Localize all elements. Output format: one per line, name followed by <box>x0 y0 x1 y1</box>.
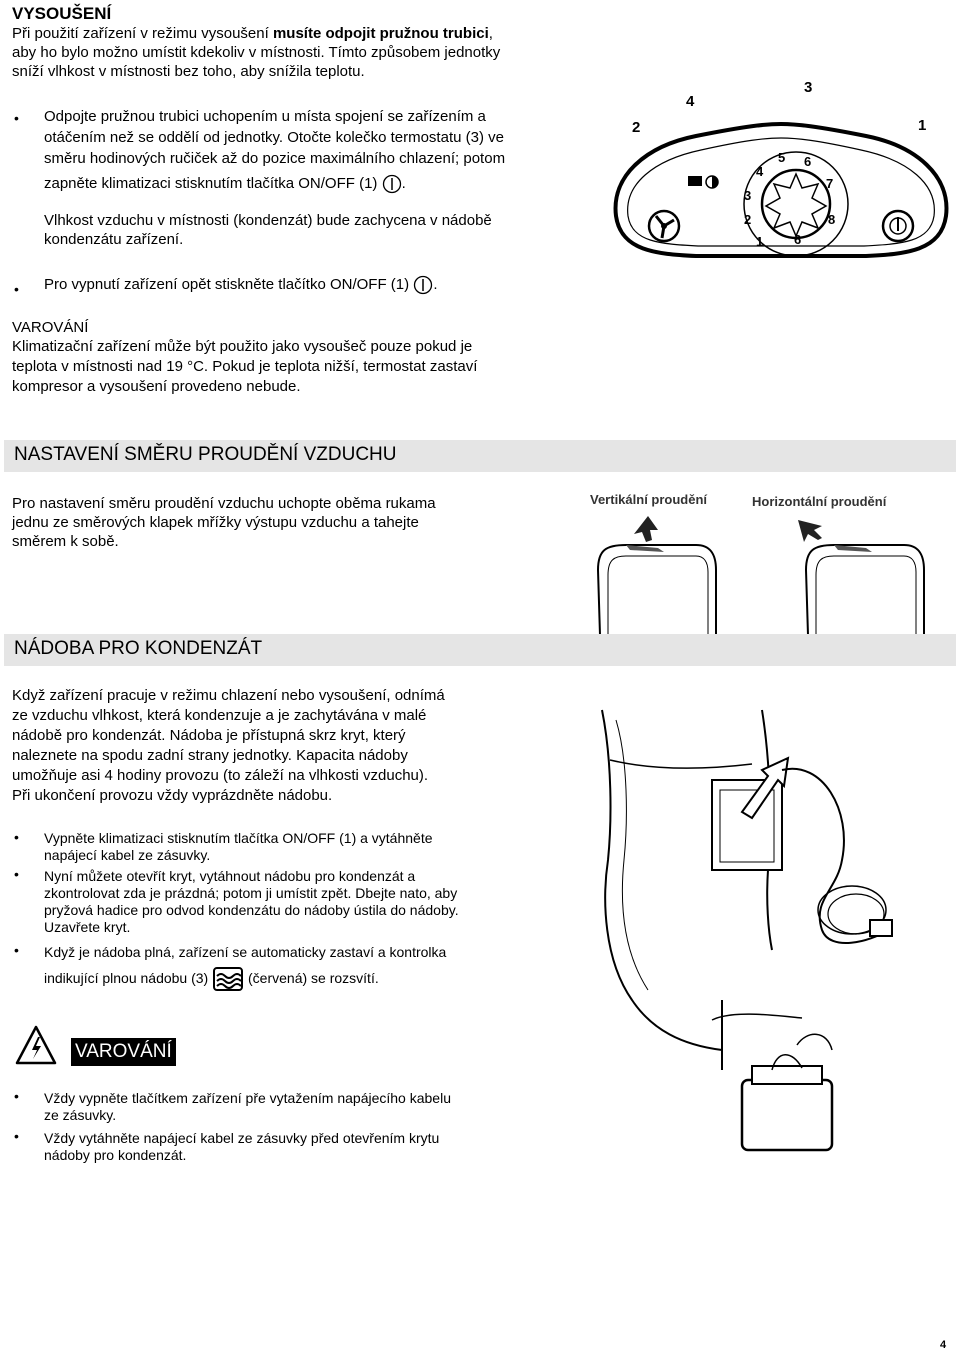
bullet-6: • <box>14 1088 19 1104</box>
section-bar-tank <box>4 634 956 666</box>
dial-number: 2 <box>744 212 752 227</box>
control-panel-figure <box>606 76 956 266</box>
airflow-text: Pro nastavení směru proudění vzduchu uchopte oběma rukama jednu ze směrových klapek mřížky výstupu vzduchu a tahejte směrem k sobě. <box>12 495 436 550</box>
dial-number: 6 <box>794 232 802 247</box>
tank-full-icon <box>212 966 244 992</box>
drying-bullet-1: Odpojte pružnou trubici uchopením u místa spojení se zařízením a otáčením než se oddělí od jednotky. Otočte kolečko termostatu (3) ve směru hodinových ručiček až do pozice maximálního chlazení; potom zapněte klimatizaci stisknutím tlačítka ON/OFF (1) . Vlhkost vzduchu v místnosti (kondenzát) bude zachycena v nádobě kondenzátu zařízení. <box>44 108 506 248</box>
bullet-1: • <box>14 110 19 126</box>
heading-tank: NÁDOBA PRO KONDENZÁT <box>14 638 263 659</box>
label-1: 1 <box>918 117 927 134</box>
bullet-2: • <box>14 281 19 297</box>
bullet-4: • <box>14 866 19 882</box>
section-bar-airflow <box>4 440 956 472</box>
heading-airflow: NASTAVENÍ SMĚRU PROUDĚNÍ VZDUCHU <box>14 444 397 465</box>
dial-number: 3 <box>744 188 752 203</box>
bullet-3: • <box>14 829 19 845</box>
warning-heading: VAROVÁNÍ <box>12 319 89 336</box>
bullet-5: • <box>14 942 19 958</box>
power-icon <box>382 174 402 194</box>
dial-number: 1 <box>756 234 764 249</box>
drying-bullet-2: Pro vypnutí zařízení opět stiskněte tlačítko ON/OFF (1) . <box>44 274 564 296</box>
page-number: 4 <box>940 1339 947 1351</box>
tank-text: Když zařízení pracuje v režimu chlazení nebo vysoušení, odnímá ze vzduchu vlhkost, která kondenzuje a je zachytávána v malé nádobě pro kondenzát. Nádoba je přístupná skrz kryt, který naleznete na spodu zadní strany jednotky. Kapacita nádoby umožňuje asi 4 hodiny provozu (to záleží na vlhkosti vzduchu). Při ukončení provozu vždy vyprázdněte nádobu. <box>12 687 445 804</box>
dial-number: 4 <box>756 164 764 179</box>
tank-bullet-3: Když je nádoba plná, zařízení se automaticky zastaví a kontrolka indikující plnou nádobu (3) (červená) se rozsvítí. <box>44 944 522 992</box>
bullet-7: • <box>14 1128 19 1144</box>
label-vertical-flow: Vertikální proudění <box>590 492 708 507</box>
airflow-figure <box>586 490 956 635</box>
tank-figure <box>592 700 910 1170</box>
dial-number: 5 <box>778 150 786 165</box>
warning-bullet-1: Vždy vypněte tlačítkem zařízení pře vytažením napájecího kabelu ze zásuvky. <box>44 1090 451 1123</box>
label-4: 4 <box>686 93 695 110</box>
dial-number: 8 <box>828 212 836 227</box>
tank-bullet-2: Nyní můžete otevřít kryt, vytáhnout nádobu pro kondenzát a zkontrolovat zda je prázdná; potom ji umístit zpět. Dbejte nato, aby pryžová hadice pro odvod kondenzátu do nádoby ústila do nádoby. Uzavřete kryt. <box>44 868 459 935</box>
label-horizontal-flow: Horizontální proudění <box>752 494 887 509</box>
label-3: 3 <box>804 79 813 96</box>
section-drying <box>12 4 592 81</box>
dial-number: 7 <box>826 176 834 191</box>
tank-bullet-1: Vypněte klimatizaci stisknutím tlačítka ON/OFF (1) a vytáhněte napájecí kabel ze zásuvky. <box>44 830 433 863</box>
dial-number: 6 <box>804 154 812 169</box>
power-icon <box>413 275 433 295</box>
warning-label: VAROVÁNÍ <box>71 1038 176 1066</box>
warning-bullet-2: Vždy vytáhněte napájecí kabel ze zásuvky před otevřením krytu nádoby pro kondenzát. <box>44 1130 440 1163</box>
drying-intro: Při použití zařízení v režimu vysoušení musíte odpojit pružnou trubici, aby ho bylo možno umístit kdekoliv v místnosti. Tímto způsobem jednotky sníží vlhkost v místnosti bez toho, aby snížila teplotu. <box>12 25 501 80</box>
heading-drying: VYSOUŠENÍ <box>12 4 112 23</box>
drying-warning: VAROVÁNÍ Klimatizační zařízení může být použito jako vysoušeč pouze pokud je teplota v místnosti nad 19 °C. Pokud je teplota nižší, termostat zastaví kompresor a vysoušení provedeno nebude. <box>12 318 592 397</box>
label-2: 2 <box>632 119 641 136</box>
warning-triangle-icon <box>14 1024 58 1066</box>
